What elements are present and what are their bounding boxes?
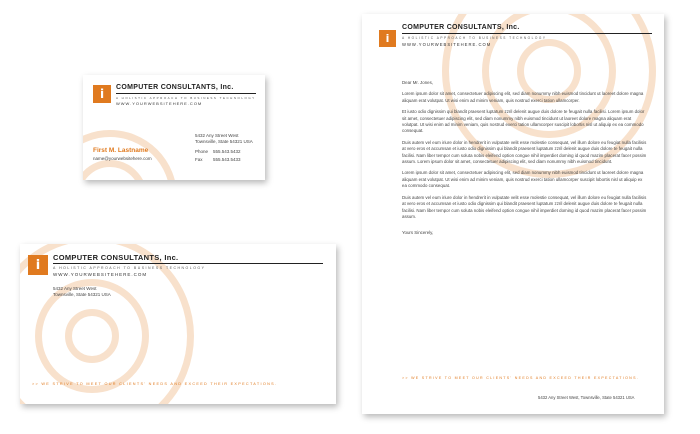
letter-paragraph: Et iusto odio dignissim qui blandit praesent luptatum zzril delenit augue duis dolore te feugait nulla facilisi. Lorem ipsum dolor sit amet, consectetuer adipiscing elit, sed diam nonummy nibh euismod tincidunt ut laoreet dolore magna aliquam erat volutpat. Ut wisi enim ad minim veniam, quis nostrud exerci tation ullamcorper suscipit lobortis nisl ut aliquip ex ea commodo consequat.	[402, 109, 645, 134]
card-street: 5432 Any Street West	[195, 133, 239, 138]
card-email: name@yourwebsitehere.com	[93, 156, 152, 161]
envelope-strive-line: >> WE STRIVE TO MEET OUR CLIENTS' NEEDS AND EXCEED THEIR EXPECTATIONS.	[32, 382, 278, 386]
header-rule	[116, 93, 256, 94]
company-name: COMPUTER CONSULTANTS, Inc.	[402, 24, 520, 31]
envelope	[20, 244, 336, 404]
letter-paragraph: Duis autem vel eum iriure dolor in hendrerit in vulputate velit esse molestie consequat, vel illum dolore eu feugiat nulla facilisis at vero eros et accumsan et iusto odio dignissim qui blandit praesent luptatum zzril delenit augue duis dolore te feugait nulla facilisi. Nam liber tempor cum soluta nobis eleifend option congue nihil imperdiet doming id quod mazim placerat facer possim assum. Lorem ipsum dolor sit amet, consectetuer adipiscing elit, sed diam nonummy nibh euismod tincidunt.	[402, 139, 647, 165]
card-city: Townsville, State 54321 USA	[195, 139, 253, 144]
stylized-i-logo-icon: i	[28, 255, 48, 275]
envelope-street: 5432 Any Street West	[53, 286, 97, 291]
letter-footer-address: 5432 Any Street West, Townsville, State 54321 USA	[538, 395, 635, 400]
company-name: COMPUTER CONSULTANTS, Inc.	[53, 253, 179, 262]
website: WWW.YOURWEBSITEHERE.COM	[53, 272, 148, 277]
letter-closing: Yours Sincerely,	[402, 230, 434, 236]
card-phone: 555.543.5432	[213, 149, 241, 154]
letter-paragraph: Duis autem vel eum iriure dolor in hendrerit in vulputate velit esse molestie consequat, vel illum dolore eu feugiat nulla facilisis at vero eros et accumsan et iusto odio dignissim qui blandit praesent luptatum zzril delenit augue duis dolore te feugait nulla facilisi. Nam liber tempor cum soluta nobis eleifend option congue nihil imperdiet doming id quod mazim placerat facer possim assum.	[402, 194, 647, 219]
company-name: COMPUTER CONSULTANTS, Inc.	[116, 84, 234, 91]
stylized-i-logo-icon: i	[93, 85, 111, 103]
envelope-city: Townsville, State 54321 USA	[53, 292, 111, 297]
header-rule	[53, 263, 323, 264]
tagline: A HOLISTIC APPROACH TO BUSINESS TECHNOLOGY	[402, 36, 547, 40]
card-fax: 555.543.5433	[213, 157, 241, 162]
business-card	[83, 75, 265, 180]
card-phone-label: Phone	[195, 149, 209, 154]
letter-body	[402, 80, 647, 242]
card-person-name: First M. Lastname	[93, 147, 149, 154]
letter-paragraph: Lorem ipsum dolor sit amet, consectetuer adipiscing elit, sed diam nonummy nibh euismod tincidunt ut laoreet dolore magna aliquam erat volutpat. Ut wisi enim ad minim veniam, quis nostrud exerci tation ullamcorper suscipit lobortis nisl ut aliquip ex ea commodo consequat.	[402, 170, 644, 189]
website: WWW.YOURWEBSITEHERE.COM	[116, 101, 203, 106]
letter-greeting: Dear Mr. Jones,	[402, 80, 433, 85]
envelope-ring-decoration	[65, 309, 119, 363]
website: WWW.YOURWEBSITEHERE.COM	[402, 42, 492, 47]
card-fax-label: Fax	[195, 157, 203, 162]
letterhead	[362, 14, 664, 414]
stylized-i-logo-icon: i	[379, 30, 396, 47]
header-rule	[402, 33, 652, 34]
letter-paragraph: Lorem ipsum dolor sit amet, consectetuer adipiscing elit, sed diam nonummy nibh euismod tincidunt ut laoreet dolore magna aliquam erat volutpat. Ut wisi enim ad minim veniam, quis nostrud exerci tation ullamcorper.	[402, 91, 644, 103]
letter-strive-line: >> WE STRIVE TO MEET OUR CLIENTS' NEEDS AND EXCEED THEIR EXPECTATIONS.	[402, 376, 640, 380]
tagline: A HOLISTIC APPROACH TO BUSINESS TECHNOLOGY	[116, 96, 256, 100]
tagline: A HOLISTIC APPROACH TO BUSINESS TECHNOLOGY	[53, 266, 206, 270]
